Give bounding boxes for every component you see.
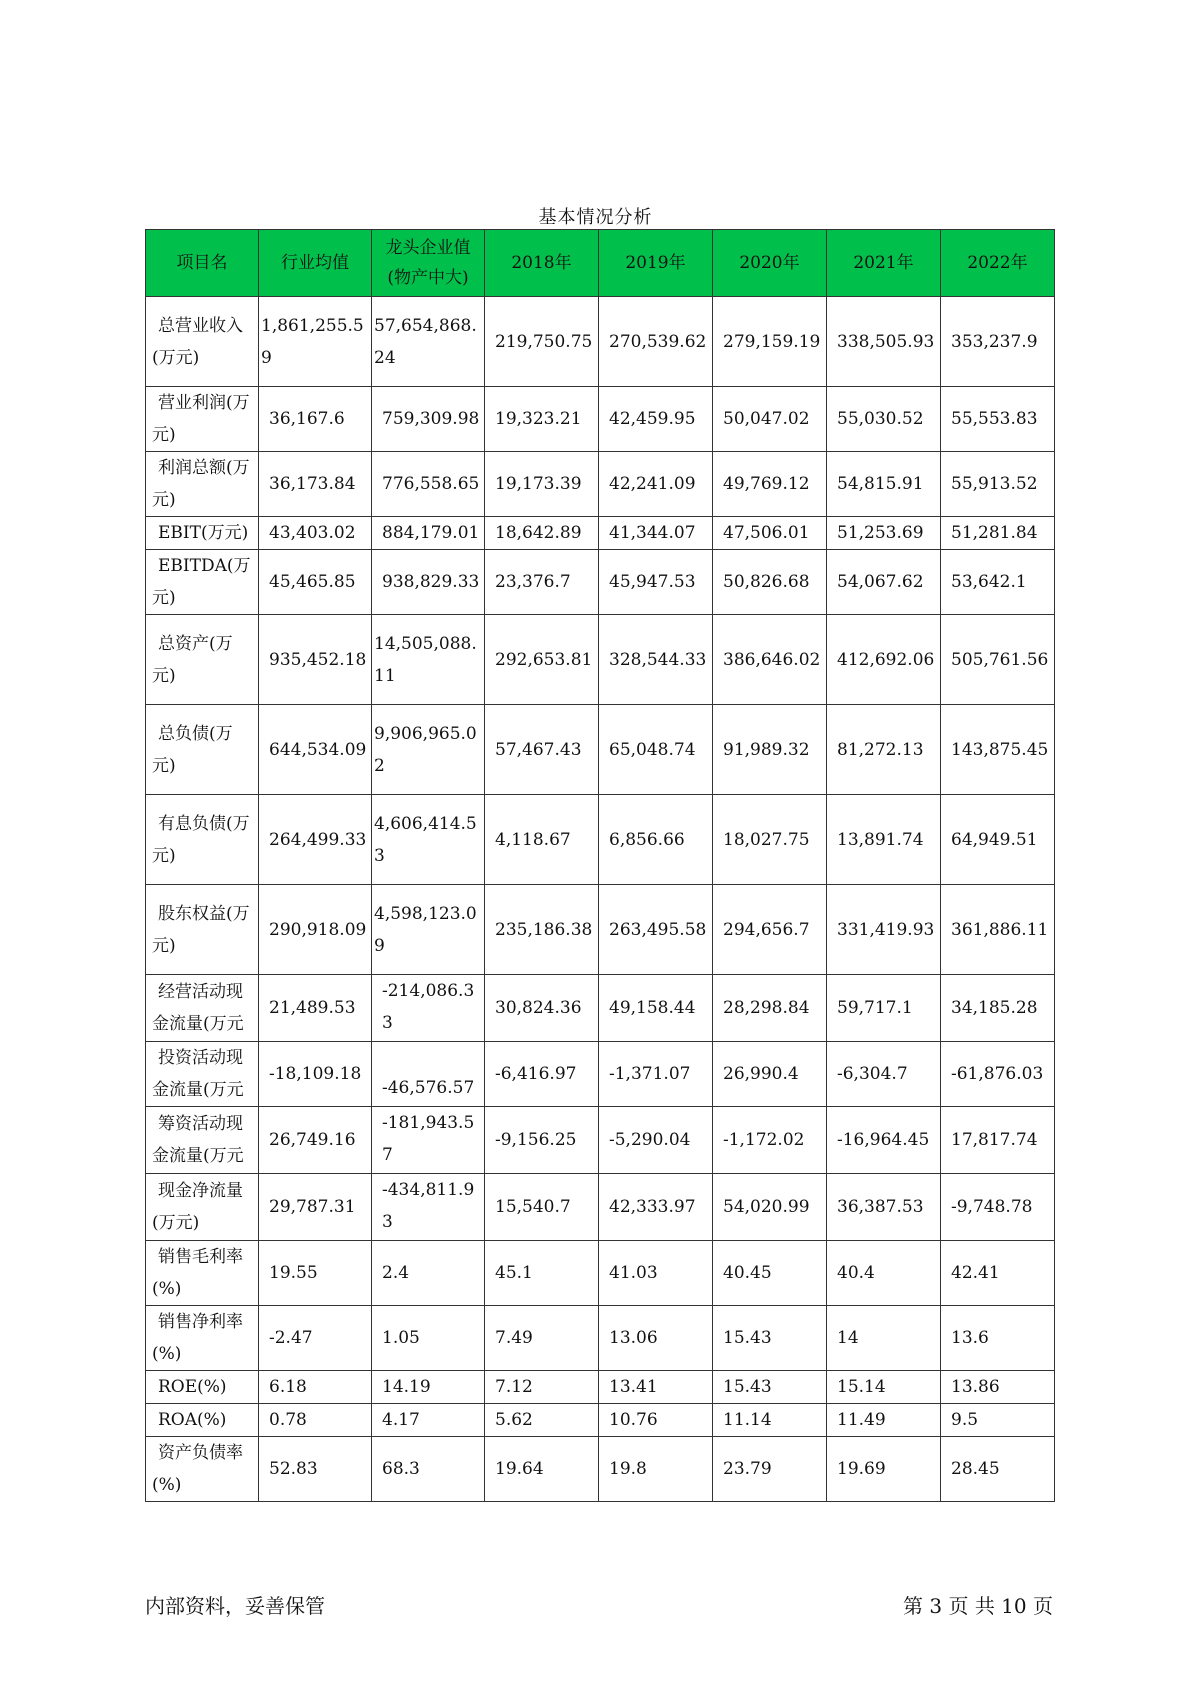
table-cell: 264,499.33	[259, 795, 372, 885]
table-cell: 9,906,965.02	[372, 705, 485, 795]
table-cell: 51,281.84	[941, 517, 1055, 550]
table-row	[146, 705, 1055, 795]
table-cell: 49,769.12	[713, 452, 827, 517]
table-cell: 13.86	[941, 1371, 1055, 1404]
table-cell: 55,030.52	[827, 387, 941, 452]
table-cell: 53,642.1	[941, 550, 1055, 615]
table-cell: 41.03	[599, 1241, 713, 1306]
table-cell: -9,156.25	[485, 1107, 599, 1174]
table-row	[146, 1107, 1055, 1174]
row-label: 销售毛利率(%)	[146, 1241, 259, 1306]
table-cell: 49,158.44	[599, 975, 713, 1042]
table-row	[146, 550, 1055, 615]
table-cell: 17,817.74	[941, 1107, 1055, 1174]
table-row	[146, 1437, 1055, 1502]
column-header: 2020年	[713, 230, 827, 297]
table-cell: 884,179.01	[372, 517, 485, 550]
table-cell: 11.49	[827, 1404, 941, 1437]
footer-confidential-note: 内部资料，妥善保管	[145, 1594, 325, 1618]
table-cell: 15.43	[713, 1371, 827, 1404]
row-label: 利润总额(万元)	[146, 452, 259, 517]
table-cell: 13.06	[599, 1306, 713, 1371]
table-cell: 50,047.02	[713, 387, 827, 452]
row-label: 投资活动现金流量(万元	[146, 1042, 259, 1107]
row-label: 总资产(万元)	[146, 615, 259, 705]
table-cell: 54,020.99	[713, 1174, 827, 1241]
table-cell: 1,861,255.59	[259, 297, 372, 387]
table-cell: 52.83	[259, 1437, 372, 1502]
table-cell: 4,598,123.09	[372, 885, 485, 975]
table-cell: 0.78	[259, 1404, 372, 1437]
table-cell: 45,947.53	[599, 550, 713, 615]
column-header: 2021年	[827, 230, 941, 297]
table-cell: -18,109.18	[259, 1042, 372, 1107]
row-label: ROE(%)	[146, 1371, 259, 1404]
table-cell: 13.41	[599, 1371, 713, 1404]
table-cell: 7.12	[485, 1371, 599, 1404]
financial-table	[145, 229, 1055, 1502]
row-label: 总负债(万元)	[146, 705, 259, 795]
table-cell: -6,304.7	[827, 1042, 941, 1107]
row-label: ROA(%)	[146, 1404, 259, 1437]
table-cell: 42,333.97	[599, 1174, 713, 1241]
table-cell: -214,086.33	[372, 975, 485, 1042]
table-cell: 353,237.9	[941, 297, 1055, 387]
table-cell: 759,309.98	[372, 387, 485, 452]
table-row	[146, 885, 1055, 975]
table-cell: -46,576.57	[372, 1042, 485, 1107]
table-cell: 412,692.06	[827, 615, 941, 705]
table-cell: 14	[827, 1306, 941, 1371]
table-cell: 290,918.09	[259, 885, 372, 975]
table-cell: 13.6	[941, 1306, 1055, 1371]
table-cell: 644,534.09	[259, 705, 372, 795]
table-cell: 18,027.75	[713, 795, 827, 885]
table-cell: 68.3	[372, 1437, 485, 1502]
table-cell: 23.79	[713, 1437, 827, 1502]
table-row	[146, 387, 1055, 452]
table-cell: 36,167.6	[259, 387, 372, 452]
table-cell: 361,886.11	[941, 885, 1055, 975]
table-cell: 34,185.28	[941, 975, 1055, 1042]
table-cell: 4,606,414.53	[372, 795, 485, 885]
table-cell: 45.1	[485, 1241, 599, 1306]
table-cell: 338,505.93	[827, 297, 941, 387]
column-header: 龙头企业值(物产中大)	[372, 230, 485, 297]
table-cell: 29,787.31	[259, 1174, 372, 1241]
table-row	[146, 615, 1055, 705]
table-row	[146, 297, 1055, 387]
table-row	[146, 1174, 1055, 1241]
table-cell: 10.76	[599, 1404, 713, 1437]
table-row	[146, 795, 1055, 885]
page-title: 基本情况分析	[538, 207, 653, 228]
table-cell: 26,749.16	[259, 1107, 372, 1174]
row-label: 资产负债率(%)	[146, 1437, 259, 1502]
table-cell: 26,990.4	[713, 1042, 827, 1107]
table-cell: -434,811.93	[372, 1174, 485, 1241]
row-label: 销售净利率(%)	[146, 1306, 259, 1371]
table-cell: -181,943.57	[372, 1107, 485, 1174]
table-cell: 386,646.02	[713, 615, 827, 705]
table-cell: 270,539.62	[599, 297, 713, 387]
table-cell: 11.14	[713, 1404, 827, 1437]
table-cell: 294,656.7	[713, 885, 827, 975]
table-cell: -9,748.78	[941, 1174, 1055, 1241]
table-cell: 64,949.51	[941, 795, 1055, 885]
table-cell: 4,118.67	[485, 795, 599, 885]
table-cell: 935,452.18	[259, 615, 372, 705]
table-cell: 57,654,868.24	[372, 297, 485, 387]
table-cell: 65,048.74	[599, 705, 713, 795]
table-cell: 5.62	[485, 1404, 599, 1437]
row-label: EBITDA(万元)	[146, 550, 259, 615]
table-cell: 13,891.74	[827, 795, 941, 885]
table-cell: 776,558.65	[372, 452, 485, 517]
table-cell: 50,826.68	[713, 550, 827, 615]
table-row	[146, 1404, 1055, 1437]
row-label: 总营业收入(万元)	[146, 297, 259, 387]
table-cell: -1,371.07	[599, 1042, 713, 1107]
column-header: 项目名	[146, 230, 259, 297]
table-cell: 7.49	[485, 1306, 599, 1371]
table-row	[146, 1042, 1055, 1107]
table-cell: 30,824.36	[485, 975, 599, 1042]
table-cell: 21,489.53	[259, 975, 372, 1042]
table-cell: 6.18	[259, 1371, 372, 1404]
table-cell: 41,344.07	[599, 517, 713, 550]
table-cell: 45,465.85	[259, 550, 372, 615]
table-header	[146, 230, 1055, 297]
table-row	[146, 975, 1055, 1042]
table-row	[146, 1306, 1055, 1371]
table-cell: 42.41	[941, 1241, 1055, 1306]
table-cell: 15,540.7	[485, 1174, 599, 1241]
table-cell: 54,067.62	[827, 550, 941, 615]
table-row	[146, 1241, 1055, 1306]
table-cell: 28.45	[941, 1437, 1055, 1502]
table-cell: 938,829.33	[372, 550, 485, 615]
row-label: 筹资活动现金流量(万元	[146, 1107, 259, 1174]
row-label: 现金净流量(万元)	[146, 1174, 259, 1241]
table-cell: 91,989.32	[713, 705, 827, 795]
table-row	[146, 1371, 1055, 1404]
table-cell: 47,506.01	[713, 517, 827, 550]
row-label: EBIT(万元)	[146, 517, 259, 550]
table-cell: 57,467.43	[485, 705, 599, 795]
table-cell: 1.05	[372, 1306, 485, 1371]
table-cell: -16,964.45	[827, 1107, 941, 1174]
table-cell: 55,913.52	[941, 452, 1055, 517]
table-cell: 263,495.58	[599, 885, 713, 975]
table-cell: 14,505,088.11	[372, 615, 485, 705]
table-cell: 15.43	[713, 1306, 827, 1371]
table-cell: 4.17	[372, 1404, 485, 1437]
table-cell: 14.19	[372, 1371, 485, 1404]
table-cell: 28,298.84	[713, 975, 827, 1042]
row-label: 营业利润(万元)	[146, 387, 259, 452]
table-cell: 40.4	[827, 1241, 941, 1306]
table-cell: 19,323.21	[485, 387, 599, 452]
table-cell: -2.47	[259, 1306, 372, 1371]
table-cell: 40.45	[713, 1241, 827, 1306]
column-header: 2018年	[485, 230, 599, 297]
column-header: 2022年	[941, 230, 1055, 297]
table-cell: 55,553.83	[941, 387, 1055, 452]
table-cell: 42,241.09	[599, 452, 713, 517]
table-cell: 19.64	[485, 1437, 599, 1502]
table-row	[146, 517, 1055, 550]
header-row	[146, 230, 1055, 297]
table-cell: -1,172.02	[713, 1107, 827, 1174]
table-row	[146, 452, 1055, 517]
column-header: 行业均值	[259, 230, 372, 297]
table-cell: 19.8	[599, 1437, 713, 1502]
table-cell: 15.14	[827, 1371, 941, 1404]
table-cell: 328,544.33	[599, 615, 713, 705]
table-cell: 43,403.02	[259, 517, 372, 550]
table-cell: 81,272.13	[827, 705, 941, 795]
table-cell: 19.55	[259, 1241, 372, 1306]
table-cell: -5,290.04	[599, 1107, 713, 1174]
table-cell: 9.5	[941, 1404, 1055, 1437]
table-cell: 235,186.38	[485, 885, 599, 975]
table-cell: 36,173.84	[259, 452, 372, 517]
row-label: 股东权益(万元)	[146, 885, 259, 975]
table-cell: -61,876.03	[941, 1042, 1055, 1107]
row-label: 有息负债(万元)	[146, 795, 259, 885]
table-cell: 19.69	[827, 1437, 941, 1502]
table-cell: 143,875.45	[941, 705, 1055, 795]
table-cell: 36,387.53	[827, 1174, 941, 1241]
table-cell: 279,159.19	[713, 297, 827, 387]
table-cell: 2.4	[372, 1241, 485, 1306]
table-cell: 331,419.93	[827, 885, 941, 975]
table-cell: 42,459.95	[599, 387, 713, 452]
table-cell: 292,653.81	[485, 615, 599, 705]
column-header: 2019年	[599, 230, 713, 297]
table-cell: -6,416.97	[485, 1042, 599, 1107]
table-cell: 505,761.56	[941, 615, 1055, 705]
row-label: 经营活动现金流量(万元	[146, 975, 259, 1042]
table-cell: 18,642.89	[485, 517, 599, 550]
table-cell: 6,856.66	[599, 795, 713, 885]
table-cell: 19,173.39	[485, 452, 599, 517]
table-body	[146, 297, 1055, 1502]
table-cell: 23,376.7	[485, 550, 599, 615]
table-cell: 59,717.1	[827, 975, 941, 1042]
table-cell: 54,815.91	[827, 452, 941, 517]
table-cell: 51,253.69	[827, 517, 941, 550]
table-cell: 219,750.75	[485, 297, 599, 387]
footer-page-number: 第 3 页 共 10 页	[903, 1594, 1053, 1618]
